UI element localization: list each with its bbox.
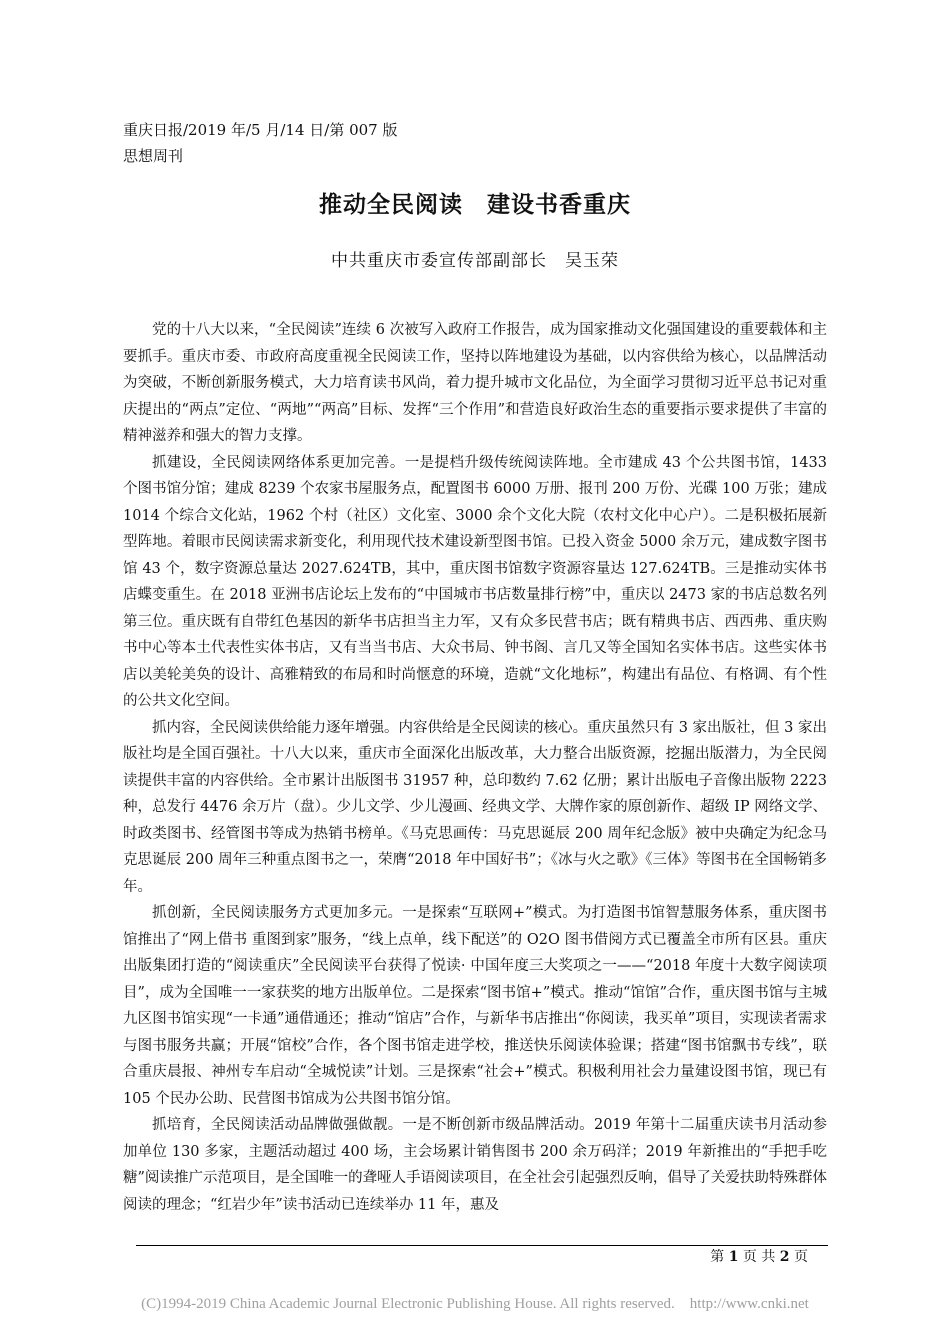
total-pages: 2 <box>779 1249 790 1265</box>
source-line: 重庆日报/2019 年/5 月/14 日/第 007 版 <box>123 121 398 139</box>
copyright-footer: (C)1994-2019 China Academic Journal Electronic Publishing House. All rights reserved. http://www.cnki.net <box>141 1296 809 1312</box>
paragraph: 党的十八大以来，“全民阅读”连续 6 次被写入政府工作报告，成为国家推动文化强国建设的重要载体和主要抓手。重庆市委、市政府高度重视全民阅读工作，坚持以阵地建设为基础，以内容供给为核心，以品牌活动为突破，不断创新服务模式，大力培育读书风尚，着力提升城市文化品位，为全面学习贯彻习近平总书记对重庆提出的“两点”定位、“两地”“两高”目标、发挥“三个作用”和营造良好政治生态的重要指示要求提供了丰富的精神滋养和强大的智力支撑。 <box>123 322 827 444</box>
article-author: 中共重庆市委宣传部副部长 吴玉荣 <box>331 251 619 271</box>
paragraph: 抓创新，全民阅读服务方式更加多元。一是探索“互联网+”模式。为打造图书馆智慧服务体系，重庆图书馆推出了“网上借书 重图到家”服务，“线上点单，线下配送”的 O2O 图书借阅方式已覆盖全市所有区县。重庆出版集团打造的“阅读重庆”全民阅读平台获得了悦读· 中国年度三大奖项之一——“2018 年度十大数字阅读项目”，成为全国唯一一家获奖的地方出版单位。二是探索“图书馆+”模式。推动“馆馆”合作，重庆图书馆与主城九区图书馆实现“一卡通”通借通还；推动“馆店”合作，与新华书店推出“你阅读，我买单”项目，实现读者需求与图书服务共赢；开展“馆校”合作，各个图书馆走进学校，推送快乐阅读体验课；搭建“图书馆飘书专线”，联合重庆晨报、神州专车启动“全城悦读”计划。三是探索“社会+”模式。积极利用社会力量建设图书馆，现已有 105 个民办公助、民营图书馆成为公共图书馆分馆。 <box>123 905 827 1107</box>
footer-divider <box>136 1245 828 1246</box>
page-number <box>710 1247 808 1267</box>
current-page: 1 <box>728 1249 739 1265</box>
page-number-suffix: 页 <box>789 1249 808 1265</box>
document-header <box>123 117 398 169</box>
page-number-middle: 页 共 <box>738 1249 780 1265</box>
paragraph: 抓内容，全民阅读供给能力逐年增强。内容供给是全民阅读的核心。重庆虽然只有 3 家出版社，但 3 家出版社均是全国百强社。十八大以来，重庆市全面深化出版改革，大力整合出版资源，挖掘出版潜力，为全民阅读提供丰富的内容供给。全市累计出版图书 31957 种，总印数约 7.62 亿册；累计出版电子音像出版物 2223 种，总发行 4476 余万片（盘）。少儿文学、少儿漫画、经典文学、大牌作家的原创新作、超级 IP 网络文学、时政类图书、经管图书等成为热销书榜单。《马克思画传：马克思诞辰 200 周年纪念版》被中央确定为纪念马克思诞辰 200 周年三种重点图书之一，荣膺“2018 年中国好书”；《冰与火之歌》《三体》等图书在全国畅销多年。 <box>123 719 827 895</box>
paragraph: 抓培育，全民阅读活动品牌做强做靓。一是不断创新市级品牌活动。2019 年第十二届重庆读书月活动参加单位 130 多家，主题活动超过 400 场，主会场累计销售图书 200 余万码洋；2019 年新推出的“手把手吃糖”阅读推广示范项目，是全国唯一的聋哑人手语阅读项目，在全社会引起强烈反响，倡导了关爱扶助特殊群体阅读的理念；“红岩少年”读书活动已连续举办 11 年，惠及 <box>123 1117 827 1213</box>
column-name: 思想周刊 <box>123 147 184 165</box>
paragraph: 抓建设，全民阅读网络体系更加完善。一是提档升级传统阅读阵地。全市建成 43 个公共图书馆，1433 个图书馆分馆；建成 8239 个农家书屋服务点，配置图书 6000 万册、报刊 200 万份、光碟 100 万张；建成 1014 个综合文化站，1962 个村（社区）文化室、3000 余个文化大院（农村文化中心户）。二是积极拓展新型阵地。着眼市民阅读需求新变化，利用现代技术建设新型图书馆。已投入资金 5000 余万元，建成数字图书馆 43 个，数字资源总量达 2027.624TB，其中，重庆图书馆数字资源容量达 127.624TB。三是推动实体书店蝶变重生。在 2018 亚洲书店论坛上发布的“中国城市书店数量排行榜”中，重庆以 2473 家的书店总数名列第三位。重庆既有自带红色基因的新华书店担当主力军，又有众多民营书店；既有精典书店、西西弗、重庆购书中心等本土代表性实体书店，又有当当书店、大众书局、钟书阁、言几又等全国知名实体书店。这些实体书店以美轮美奂的设计、高雅精致的布局和时尚惬意的环境，造就“文化地标”，构建出有品位、有格调、有个性的公共文化空间。 <box>123 454 827 709</box>
page-number-prefix: 第 <box>710 1249 729 1265</box>
article-body <box>123 317 827 1218</box>
article-title: 推动全民阅读 建设书香重庆 <box>319 192 631 218</box>
